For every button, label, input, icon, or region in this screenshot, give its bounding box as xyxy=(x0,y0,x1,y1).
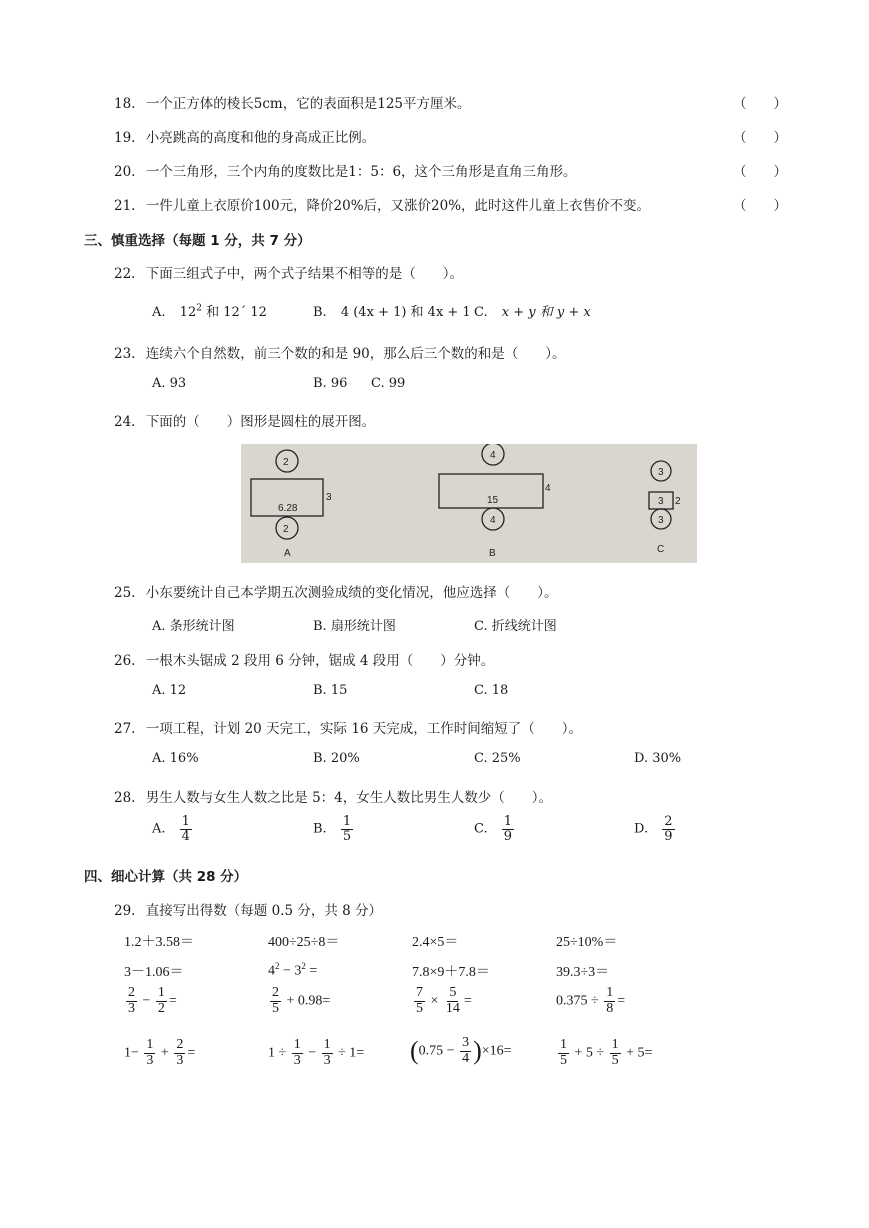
answer-paren[interactable]: （ ） xyxy=(733,164,787,180)
question-text: 一根木头锯成 2 段用 6 分钟，锯成 4 段用（ ）分钟。 xyxy=(145,653,495,669)
option-b[interactable]: B. 20% xyxy=(313,751,360,766)
option-label: A. xyxy=(152,305,166,320)
net-a-side-label: 3 xyxy=(326,492,332,503)
question-19 xyxy=(114,126,375,146)
question-number: 19. xyxy=(114,130,136,146)
option-label: A. xyxy=(152,821,166,837)
question-text: 一个正方体的棱长5cm，它的表面积是125平方厘米。 xyxy=(145,96,471,112)
calc-item[interactable]: $\frac{2}{5}$ + 0.98= xyxy=(272,985,331,1016)
option-b[interactable]: B. 扇形统计图 xyxy=(313,619,396,634)
option-label: B. xyxy=(313,305,327,320)
option-b[interactable]: B. 96 xyxy=(313,376,348,391)
calc-item[interactable]: $4^2 - 3^2$ = xyxy=(268,961,318,979)
option-d[interactable]: D. 30% xyxy=(634,751,682,766)
net-b-caption: B xyxy=(489,548,496,559)
option-label: D. xyxy=(634,821,649,837)
question-text: 男生人数与女生人数之比是 5：4，女生人数比男生人数少（ ）。 xyxy=(145,790,552,806)
net-b-width-label: 15 xyxy=(487,495,499,506)
cylinder-net-figure xyxy=(241,444,697,563)
question-text: 小东要统计自己本学期五次测验成绩的变化情况，他应选择（ ）。 xyxy=(145,585,558,601)
option-c[interactable] xyxy=(474,815,516,843)
net-c-width-label: 3 xyxy=(658,496,664,507)
option-b[interactable] xyxy=(313,815,355,843)
calc-item[interactable]: $\frac{1}{5}$ + 5 ÷ $\frac{1}{5}$ + 5= xyxy=(560,1037,653,1068)
question-number: 22. xyxy=(114,266,136,282)
question-number: 29. xyxy=(114,903,136,919)
option-b[interactable]: B. 15 xyxy=(313,683,348,698)
calc-item[interactable]: 400÷25÷8＝ xyxy=(268,935,340,950)
calc-item[interactable]: 1− $\frac{1}{3}$ + $\frac{2}{3}$ = xyxy=(124,1037,196,1068)
fraction: $\frac{2}{9}$ xyxy=(664,814,673,844)
net-a-caption: A xyxy=(284,548,291,559)
option-b[interactable] xyxy=(313,301,471,320)
option-label: C. xyxy=(474,305,488,320)
question-18 xyxy=(114,92,471,112)
net-c-caption: C xyxy=(657,544,665,555)
question-26 xyxy=(114,649,494,669)
net-c-side-label: 2 xyxy=(675,496,681,507)
option-label: C. xyxy=(474,821,488,837)
calc-item[interactable]: 3－1.06＝ xyxy=(124,965,184,980)
question-number: 20. xyxy=(114,164,136,180)
option-text: $12^2$ 和 12´ 12 xyxy=(179,303,267,320)
question-number: 28. xyxy=(114,790,136,806)
calc-item[interactable]: 7.8×9＋7.8＝ xyxy=(412,965,490,980)
question-number: 26. xyxy=(114,653,136,669)
calc-item[interactable]: (0.75 − $\frac{3}{4}$ )×16= xyxy=(410,1035,512,1066)
question-22 xyxy=(114,262,463,282)
calc-item[interactable]: $\frac{7}{5}$ × $\frac{5}{14}$ = xyxy=(416,985,472,1016)
option-c[interactable]: C. 折线统计图 xyxy=(474,619,557,634)
section-title: 四、细心计算（共 28 分） xyxy=(84,869,248,885)
option-c[interactable] xyxy=(474,301,591,320)
calc-item[interactable]: $\frac{2}{3}$ − $\frac{1}{2}$ = xyxy=(128,985,177,1016)
figure-drawing xyxy=(241,444,697,563)
calc-item[interactable]: 1 ÷ $\frac{1}{3}$ − $\frac{1}{3}$ ÷ 1= xyxy=(268,1037,365,1068)
question-number: 23. xyxy=(114,346,136,362)
option-a[interactable]: A. 12 xyxy=(152,683,187,698)
question-number: 25. xyxy=(114,585,136,601)
question-number: 21. xyxy=(114,198,136,214)
question-number: 27. xyxy=(114,721,136,737)
calc-item[interactable]: 1.2＋3.58＝ xyxy=(124,935,194,950)
option-label: B. xyxy=(313,821,327,837)
question-text: 一件儿童上衣原价100元，降价20%后，又涨价20%，此时这件儿童上衣售价不变。 xyxy=(145,198,651,214)
net-b-side-label: 4 xyxy=(545,483,551,494)
calc-item[interactable]: 2.4×5＝ xyxy=(412,935,459,950)
net-b-bottom-label: 4 xyxy=(490,515,496,526)
answer-paren[interactable]: （ ） xyxy=(733,198,787,214)
question-text: 小亮跳高的高度和他的身高成正比例。 xyxy=(145,130,376,146)
question-24 xyxy=(114,410,375,430)
option-a[interactable]: A. 93 xyxy=(152,376,187,391)
fraction: $\frac{1}{9}$ xyxy=(503,814,513,844)
option-a[interactable] xyxy=(152,815,194,843)
question-21 xyxy=(114,194,650,214)
option-text: 4 (4x + 1) 和 4x + 1 xyxy=(340,305,471,320)
option-a[interactable]: A. 16% xyxy=(152,751,199,766)
question-number: 18. xyxy=(114,96,136,112)
option-a[interactable]: A. 条形统计图 xyxy=(152,619,235,634)
net-a-bottom-label: 2 xyxy=(283,524,289,535)
question-25 xyxy=(114,581,558,601)
question-text: 下面的（ ）图形是圆柱的展开图。 xyxy=(145,414,376,430)
option-c[interactable]: C. 18 xyxy=(474,683,509,698)
option-text: x + y 和 y + x xyxy=(501,305,591,320)
option-d[interactable] xyxy=(634,815,677,843)
option-c[interactable]: C. 99 xyxy=(371,376,406,391)
net-c-top-label: 3 xyxy=(658,467,664,478)
fraction: $\frac{1}{4}$ xyxy=(181,814,190,844)
net-a-top-label: 2 xyxy=(283,457,289,468)
question-23 xyxy=(114,342,566,362)
question-text: 一个三角形，三个内角的度数比是1：5：6，这个三角形是直角三角形。 xyxy=(145,164,577,180)
net-c-bottom-label: 3 xyxy=(658,515,664,526)
question-20 xyxy=(114,160,577,180)
net-b-top-label: 4 xyxy=(490,450,496,461)
calc-item[interactable]: 39.3÷3＝ xyxy=(556,965,610,980)
net-a-width-label: 6.28 xyxy=(278,503,298,514)
option-a[interactable] xyxy=(152,301,267,320)
question-number: 24. xyxy=(114,414,136,430)
answer-paren[interactable]: （ ） xyxy=(733,96,787,112)
question-29 xyxy=(114,899,382,919)
question-text: 一项工程，计划 20 天完工，实际 16 天完成，工作时间缩短了（ ）。 xyxy=(145,721,583,737)
section-title: 三、慎重选择（每题 1 分，共 7 分） xyxy=(84,233,311,249)
fraction: $\frac{1}{5}$ xyxy=(342,814,352,844)
option-c[interactable]: C. 25% xyxy=(474,751,521,766)
calc-item[interactable]: 0.375 ÷ $\frac{1}{8}$ = xyxy=(556,985,626,1016)
calc-item[interactable]: 25÷10%＝ xyxy=(556,935,618,950)
question-text: 直接写出得数（每题 0.5 分，共 8 分） xyxy=(145,903,383,919)
question-28 xyxy=(114,786,552,806)
question-text: 下面三组式子中，两个式子结果不相等的是（ ）。 xyxy=(145,266,464,282)
question-text: 连续六个自然数，前三个数的和是 90，那么后三个数的和是（ ）。 xyxy=(145,346,566,362)
question-27 xyxy=(114,717,582,737)
answer-paren[interactable]: （ ） xyxy=(733,130,787,146)
